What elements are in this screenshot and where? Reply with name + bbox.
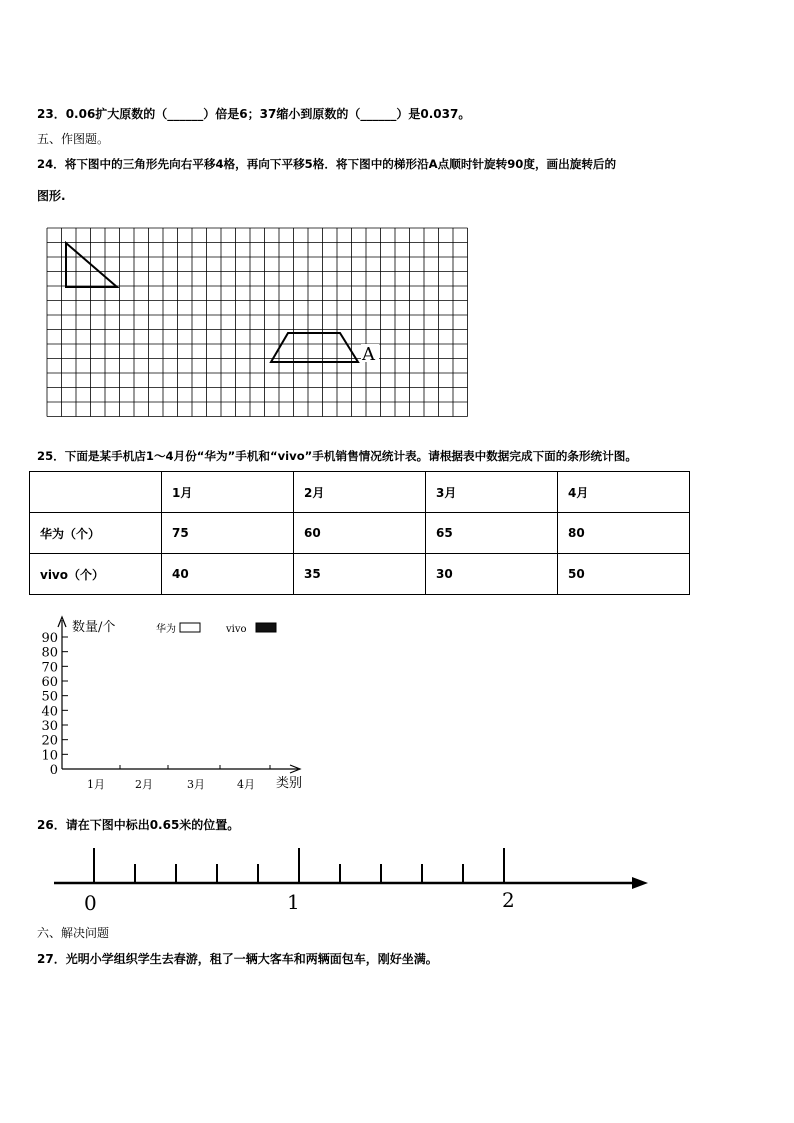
table-cell: 35 <box>294 554 426 595</box>
table-cell: 65 <box>426 513 558 554</box>
section-5-heading: 五、作图题。 <box>37 132 110 146</box>
y-tick-label: 40 <box>41 704 58 720</box>
y-tick-label: 50 <box>41 689 58 705</box>
number-line <box>0 840 700 920</box>
table-cell: 4月 <box>558 472 690 513</box>
table-cell: 75 <box>162 513 294 554</box>
table-cell: 1月 <box>162 472 294 513</box>
number-line-label-0: 0 <box>84 891 97 915</box>
question-25: 25．下面是某手机店1～4月份“华为”手机和“vivo”手机销售情况统计表。请根据表中数据完成下面的条形统计图。 <box>37 449 637 463</box>
section-6-heading: 六、解决问题 <box>37 926 110 940</box>
table-row <box>30 554 690 595</box>
table-cell: 50 <box>558 554 690 595</box>
question-27: 27．光明小学组织学生去春游，租了一辆大客车和两辆面包车，刚好坐满。 <box>37 952 438 966</box>
table-cell: 60 <box>294 513 426 554</box>
number-line-label-1: 1 <box>287 890 300 914</box>
x-axis-label: 类别 <box>276 776 303 791</box>
x-category-label: 4月 <box>237 778 255 791</box>
y-tick-label: 70 <box>41 660 58 676</box>
triangle-shape <box>66 243 117 287</box>
number-line-arrow <box>632 877 648 889</box>
table-cell <box>30 472 162 513</box>
bar-chart <box>0 600 360 800</box>
x-category-label: 3月 <box>187 778 205 791</box>
legend-label-huawei: 华为 <box>156 624 176 635</box>
y-axis-label: 数量/个 <box>72 620 116 635</box>
y-tick-label: 10 <box>41 748 58 764</box>
trapezoid-shape <box>271 333 358 362</box>
table-cell: vivo（个） <box>30 554 162 595</box>
table-cell: 30 <box>426 554 558 595</box>
question-26: 26．请在下图中标出0.65米的位置。 <box>37 818 240 832</box>
table-cell: 3月 <box>426 472 558 513</box>
point-a-label: A <box>362 344 375 365</box>
question-24-line2: 图形. <box>37 189 66 203</box>
table-cell: 2月 <box>294 472 426 513</box>
table-row <box>30 513 690 554</box>
table-cell: 40 <box>162 554 294 595</box>
y-tick-label: 20 <box>41 733 58 749</box>
table-cell: 80 <box>558 513 690 554</box>
y-tick-label: 0 <box>49 763 58 778</box>
sales-table <box>29 471 690 595</box>
table-header-row <box>30 472 690 513</box>
question-23: 23．0.06扩大原数的（______）倍是6；37缩小到原数的（______）是0.037。 <box>37 107 471 121</box>
y-tick-label: 60 <box>41 675 58 690</box>
y-tick-label: 30 <box>41 719 58 734</box>
legend-swatch-vivo <box>256 623 276 632</box>
number-line-label-2: 2 <box>502 888 515 912</box>
y-tick-label: 80 <box>41 645 58 661</box>
table-cell: 华为（个） <box>30 513 162 554</box>
y-tick-label: 90 <box>41 631 58 646</box>
x-category-label: 2月 <box>135 778 153 791</box>
question-24-line1: 24．将下图中的三角形先向右平移4格，再向下平移5格．将下图中的梯形沿A点顺时针旋转90度，画出旋转后的 <box>37 157 617 171</box>
x-category-label: 1月 <box>87 778 105 791</box>
drawing-grid <box>0 0 794 440</box>
legend-label-vivo: vivo <box>226 624 247 635</box>
legend-swatch-huawei <box>180 623 200 632</box>
